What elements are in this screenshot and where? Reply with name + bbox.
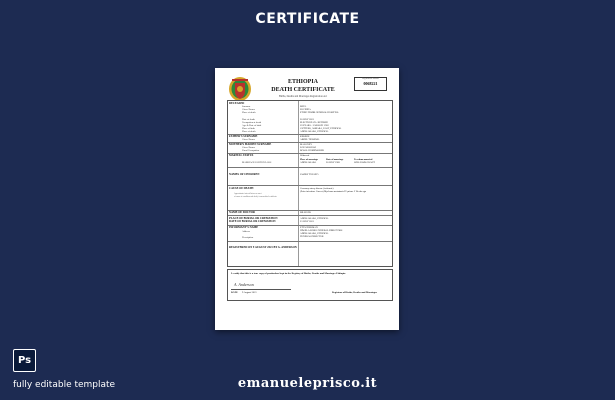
marriage-table-header: Date of marriage bbox=[326, 158, 344, 161]
section-deceased-heading: DECEASED bbox=[229, 102, 245, 105]
field-label: Surname bbox=[242, 105, 251, 108]
burial-place-value: ADDIS ABABA, ETHIOPIA bbox=[300, 217, 329, 220]
registered-line: REGISTERED ON 9 AUGUST 2021 BY A. ANDERSON bbox=[229, 246, 297, 249]
emblem-icon bbox=[228, 76, 252, 102]
field-value: ADDIS ABABA, ETHIOPIA bbox=[300, 130, 329, 133]
divider bbox=[228, 185, 392, 186]
field-value: GUTTERS, ASMARA, EAST, ETHIOPIA bbox=[300, 127, 342, 130]
section-cause-heading: CAUSE OF DEATH bbox=[229, 187, 254, 190]
registration-number: 0068221 bbox=[363, 81, 378, 86]
field-label: Date of death bbox=[242, 118, 255, 121]
document-subtitle: Births, Deaths and Marriages Registration Act bbox=[279, 95, 327, 98]
field-label: Place of death bbox=[242, 111, 256, 114]
date-label: DATE bbox=[231, 291, 238, 294]
field-value: MALONEY bbox=[300, 143, 312, 146]
divider bbox=[228, 167, 392, 168]
divider bbox=[228, 215, 392, 216]
children-value: JAMILY TOLUPO bbox=[300, 173, 319, 176]
certification-text: I certify that this is a true copy of particulars kept in the Registry of Births, Deaths and Marriages Ethiopia bbox=[231, 272, 346, 275]
doctor-value: BILLIONS bbox=[300, 211, 311, 214]
field-label: Given Names bbox=[242, 138, 256, 141]
registration-label: Registration Number bbox=[362, 78, 379, 80]
field-label: Occupation at death bbox=[242, 121, 262, 124]
field-value: LOU MARIAM bbox=[300, 146, 316, 149]
field-label: Age & Date of birth bbox=[242, 124, 262, 127]
marriage-table-header: To whom married bbox=[354, 158, 373, 161]
cause-line-2: (Prior infection: Cancer) Myeloma metastasis IV prism. 2 Weeks ago bbox=[300, 190, 367, 193]
informant-description-label: Description bbox=[242, 236, 254, 239]
certificate-form bbox=[227, 100, 393, 267]
document-title: DEATH CERTIFICATE bbox=[271, 87, 335, 93]
certificate-document bbox=[215, 68, 399, 330]
field-label: Place of birth bbox=[242, 127, 255, 130]
registrar-title: Registrar of Births, Deaths and Marriages bbox=[332, 291, 378, 294]
field-value: ELECTRICIAN - RETIRED bbox=[300, 121, 328, 124]
section-doctor-heading: NAME OF DOCTOR bbox=[229, 211, 255, 214]
field-label: Place of death bbox=[242, 130, 256, 133]
website-link[interactable]: emanueleprisco.it bbox=[237, 376, 378, 391]
field-value: 20 JULY 2021 bbox=[300, 118, 314, 121]
tagline: fully editable template bbox=[13, 380, 116, 390]
informant-value: FUNERAL DIRECTOR bbox=[300, 235, 324, 238]
section-father-heading: FATHER'S SURNAME bbox=[229, 135, 258, 138]
marriage-place: ADDIS ABABA bbox=[300, 161, 317, 164]
field-value: ETHIO TEMBI GENERAL HOSPITAL bbox=[300, 111, 339, 114]
informant-value: HIWELA-KORO FUNERAL DIRECTORS bbox=[300, 229, 343, 232]
informant-value: ETTSCHERMAN bbox=[300, 226, 318, 229]
section-burial-place-heading: PLACE OF BURIAL OR CREMATION bbox=[229, 217, 278, 220]
date-value: 9 August 2021 bbox=[242, 291, 257, 294]
cause-note: of cause of condition and death, from medical certificate bbox=[234, 195, 277, 198]
photoshop-icon: Ps bbox=[13, 349, 36, 372]
field-value: LUCINDA bbox=[300, 108, 311, 111]
cause-note: Approximate interval between onset bbox=[234, 193, 262, 195]
field-value: KEBEDE bbox=[300, 135, 310, 138]
marriage-date: 20 JULY 1983 bbox=[326, 161, 340, 164]
burial-date-value: 23 JULY 2021 bbox=[300, 220, 314, 223]
divider bbox=[228, 241, 392, 242]
field-value: BOSAL HOMEMAKER bbox=[300, 149, 325, 152]
informant-value: ADDIS ABABA, ETHIOPIA bbox=[300, 232, 329, 235]
document-country: ETHIOPIA bbox=[287, 79, 318, 85]
section-mother-heading: MOTHER'S MAIDEN SURNAME bbox=[229, 143, 272, 146]
field-value: BEYA bbox=[300, 105, 307, 108]
informant-address-label: Address bbox=[242, 230, 250, 233]
signature-line bbox=[231, 289, 291, 290]
marriage-table-header: Place of marriage bbox=[300, 158, 319, 161]
section-informant-heading: INFORMANT'S NAME bbox=[229, 226, 259, 229]
cause-line-1: Coronary artery disease (ischemic) bbox=[300, 187, 334, 190]
marriage-spouse: WILLIAMS GRANT bbox=[354, 161, 375, 164]
field-label: Usual Occupation bbox=[242, 149, 260, 152]
field-value: 59 YEARS - 3 MARCH 1962 bbox=[300, 124, 329, 127]
section-children-heading: NAMES OF CHILDREN bbox=[229, 173, 260, 176]
signature: A. Anderson bbox=[234, 282, 254, 287]
section-burial-date-heading: DATE OF BURIAL OR CREMATION bbox=[229, 220, 276, 223]
marital-status-value: Widowed bbox=[300, 154, 310, 157]
field-label: Given Names bbox=[242, 108, 256, 111]
marriage-row-label: MARRIAGE PARTICULARS bbox=[242, 161, 272, 164]
section-marital-heading: MARITAL STATUS bbox=[229, 154, 254, 157]
banner-title: CERTIFICATE bbox=[255, 11, 360, 27]
field-label: Given Names bbox=[242, 146, 256, 149]
registration-box bbox=[354, 77, 387, 91]
field-value: ABDEL TESSEMA bbox=[300, 138, 320, 141]
certification-box bbox=[227, 269, 393, 301]
